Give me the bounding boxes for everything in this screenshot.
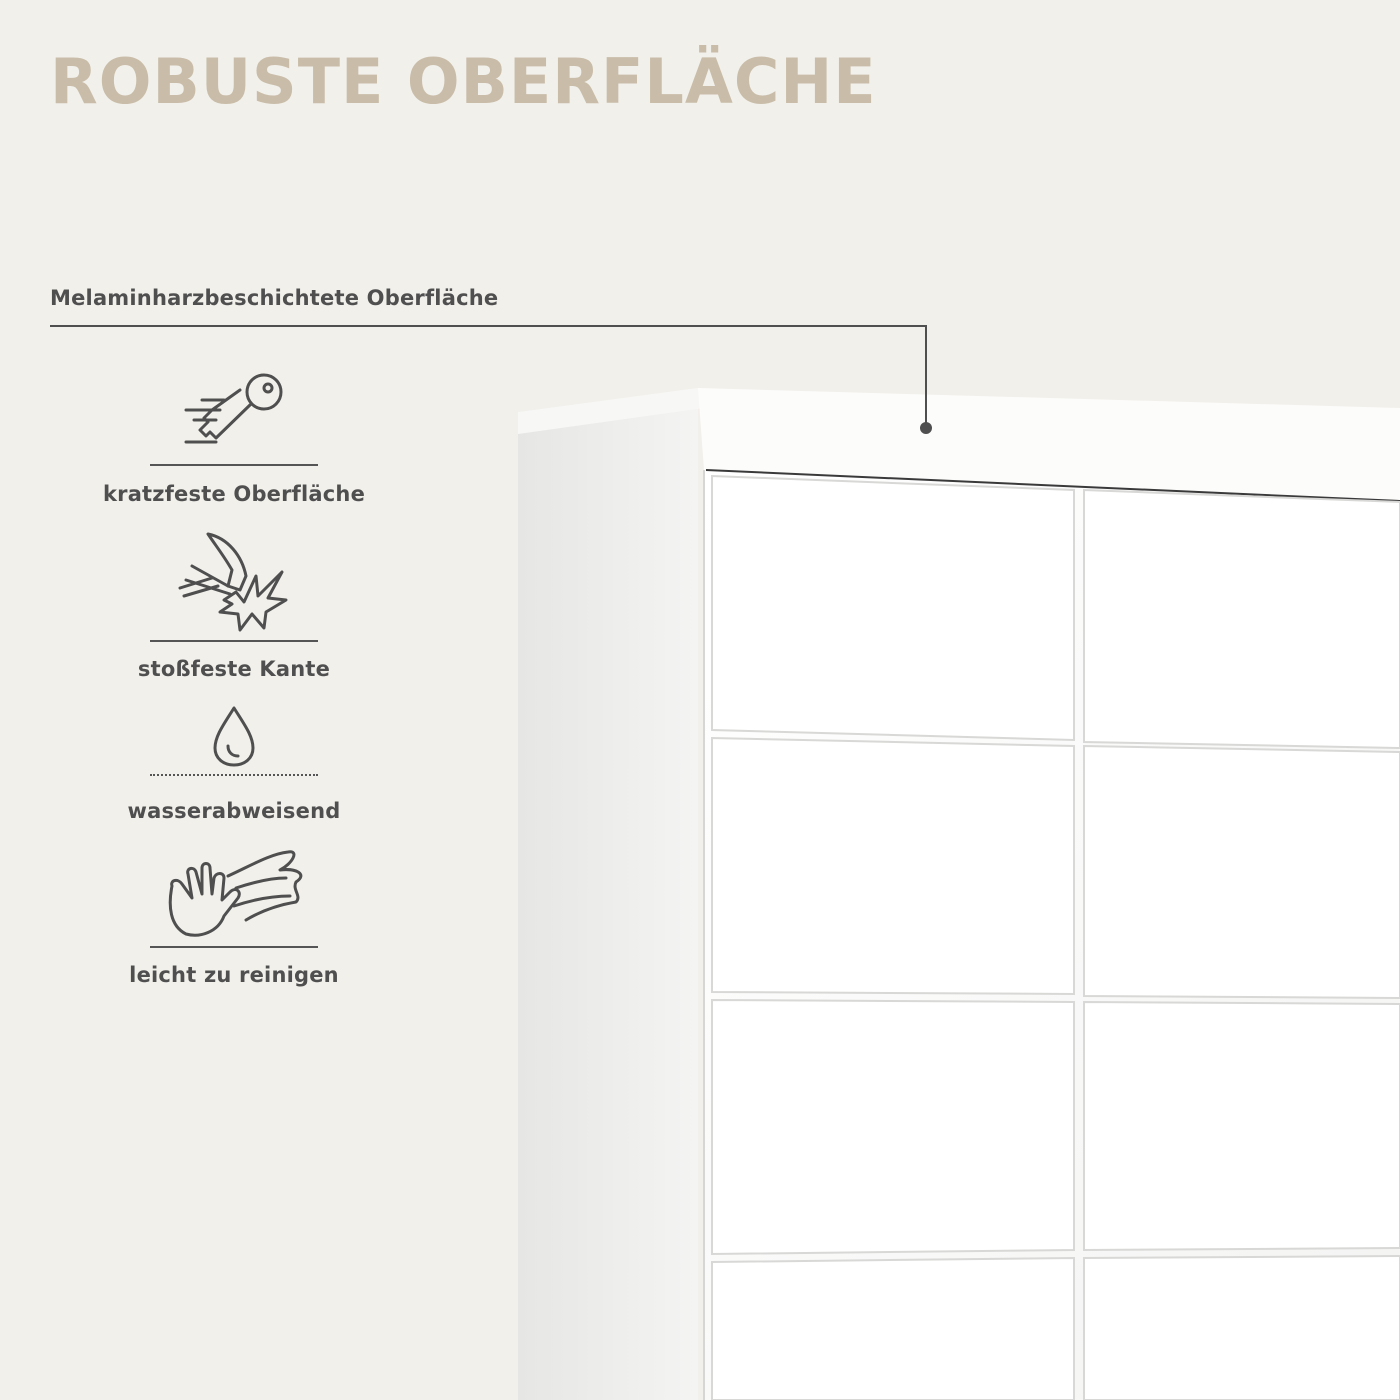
feature-label: stoßfeste Kante — [137, 657, 331, 681]
feature-divider — [150, 464, 318, 466]
water-drop-icon — [120, 700, 348, 768]
feature-label: kratzfeste Oberfläche — [102, 482, 366, 506]
feature-divider — [150, 640, 318, 642]
feature-label: wasserabweisend — [127, 799, 341, 823]
callout-label: Melaminharzbeschichtete Oberfläche — [50, 286, 499, 310]
hand-cloth-icon — [120, 846, 348, 942]
page-title: ROBUSTE OBERFLÄCHE — [50, 45, 877, 118]
key-icon — [120, 360, 348, 450]
feature-divider — [150, 774, 318, 776]
callout-dot — [920, 422, 932, 434]
hammer-impact-icon — [120, 528, 348, 634]
feature-divider — [150, 946, 318, 948]
feature-label: leicht zu reinigen — [129, 963, 339, 987]
